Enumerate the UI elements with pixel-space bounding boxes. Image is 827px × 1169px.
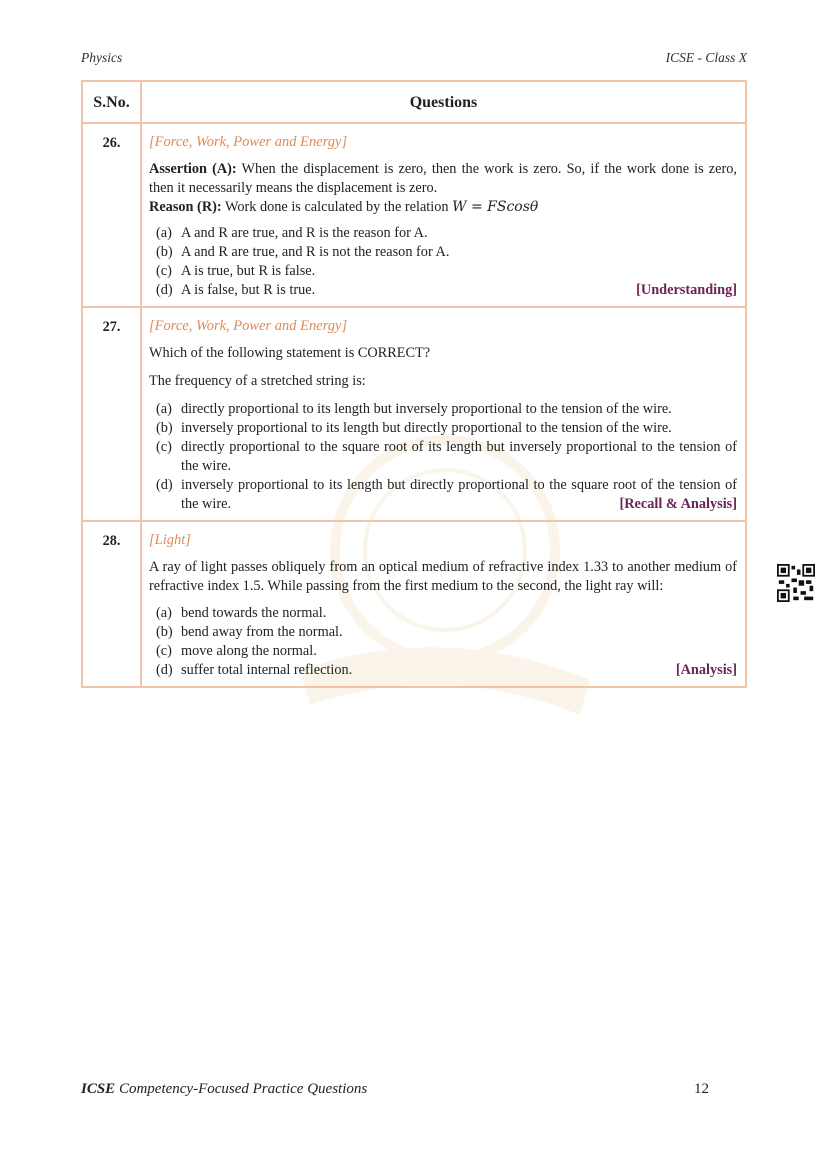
option-text: directly proportional to the square root of its length but inversely proportional to the tension of the wire. — [181, 439, 737, 474]
option-text: A is false, but R is true. — [181, 282, 316, 298]
reason — [149, 198, 737, 217]
question-topic: [Force, Work, Power and Energy] — [149, 318, 348, 334]
option-label: (c) — [156, 643, 172, 659]
question-number: 26. — [82, 123, 141, 307]
question-row-28 — [82, 521, 746, 687]
option-text: inversely proportional to its length but directly proportional to the tension of the wire. — [181, 420, 672, 436]
question-stem: A ray of light passes obliquely from an optical medium of refractive index 1.33 to another medium of refractive index 1.5. While passing from the first medium to the second, the light ray will: — [149, 559, 737, 594]
option-d — [156, 661, 737, 680]
cognitive-level: [Recall & Analysis] — [619, 496, 737, 512]
option-c — [156, 642, 737, 661]
option-text: bend away from the normal. — [181, 624, 343, 640]
option-label: (d) — [156, 477, 173, 493]
option-label: (a) — [156, 605, 172, 621]
page-footer — [81, 1081, 709, 1098]
option-label: (d) — [156, 282, 173, 298]
option-text: A is true, but R is false. — [181, 263, 316, 279]
qr-code-icon[interactable] — [777, 564, 815, 602]
option-a — [156, 224, 737, 243]
footer-brand: ICSE — [81, 1081, 116, 1097]
questions-table — [81, 80, 747, 688]
option-text: move along the normal. — [181, 643, 317, 659]
sno-header: S.No. — [82, 81, 141, 123]
option-d — [156, 281, 737, 300]
option-a — [156, 604, 737, 623]
reason-label: Reason (R): — [149, 199, 222, 215]
question-row-27 — [82, 307, 746, 521]
option-text: inversely proportional to its length but directly proportional to the square root of the tension of the wire. — [181, 477, 737, 512]
option-c — [156, 438, 737, 476]
option-label: (a) — [156, 225, 172, 241]
option-text: A and R are true, and R is the reason for A. — [181, 225, 428, 241]
table-header-row — [82, 81, 746, 123]
options-list — [156, 224, 737, 300]
question-number: 27. — [82, 307, 141, 521]
question-body — [141, 123, 746, 307]
page-number: 12 — [694, 1081, 709, 1097]
option-label: (b) — [156, 624, 173, 640]
question-topic: [Light] — [149, 532, 191, 548]
question-stem: Which of the following statement is CORRECT? — [149, 345, 431, 361]
option-d — [156, 476, 737, 514]
reason-text: Work done is calculated by the relation — [221, 199, 453, 215]
option-text: directly proportional to its length but inversely proportional to the tension of the wire. — [181, 401, 672, 417]
subject-label: Physics — [81, 50, 123, 65]
option-label: (b) — [156, 244, 173, 260]
option-a — [156, 400, 737, 419]
class-label: ICSE - Class X — [665, 50, 747, 65]
options-list — [156, 604, 737, 680]
option-b — [156, 419, 737, 438]
assertion — [149, 160, 737, 198]
option-text: suffer total internal reflection. — [181, 662, 353, 678]
reason-formula: W = FScosθ — [452, 199, 539, 215]
question-body — [141, 521, 746, 687]
footer-title: Competency-Focused Practice Questions — [115, 1081, 368, 1097]
cognitive-level: [Analysis] — [675, 662, 737, 678]
option-text: A and R are true, and R is not the reason for A. — [181, 244, 450, 260]
question-row-26 — [82, 123, 746, 307]
option-label: (c) — [156, 263, 172, 279]
option-label: (a) — [156, 401, 172, 417]
options-list — [156, 400, 737, 514]
cognitive-level: [Understanding] — [636, 282, 737, 298]
question-body — [141, 307, 746, 521]
option-b — [156, 623, 737, 642]
option-b — [156, 243, 737, 262]
option-c — [156, 262, 737, 281]
question-number: 28. — [82, 521, 141, 687]
option-label: (d) — [156, 662, 173, 678]
question-stem: The frequency of a stretched string is: — [149, 373, 366, 389]
question-topic: [Force, Work, Power and Energy] — [149, 134, 348, 150]
option-text: bend towards the normal. — [181, 605, 327, 621]
questions-header: Questions — [141, 81, 746, 123]
assertion-text: When the displacement is zero, then the work is zero. So, if the work done is zero, then it necessarily means the displacement is zero. — [149, 161, 737, 196]
assertion-label: Assertion (A): — [149, 161, 237, 177]
option-label: (b) — [156, 420, 173, 436]
option-label: (c) — [156, 439, 172, 455]
